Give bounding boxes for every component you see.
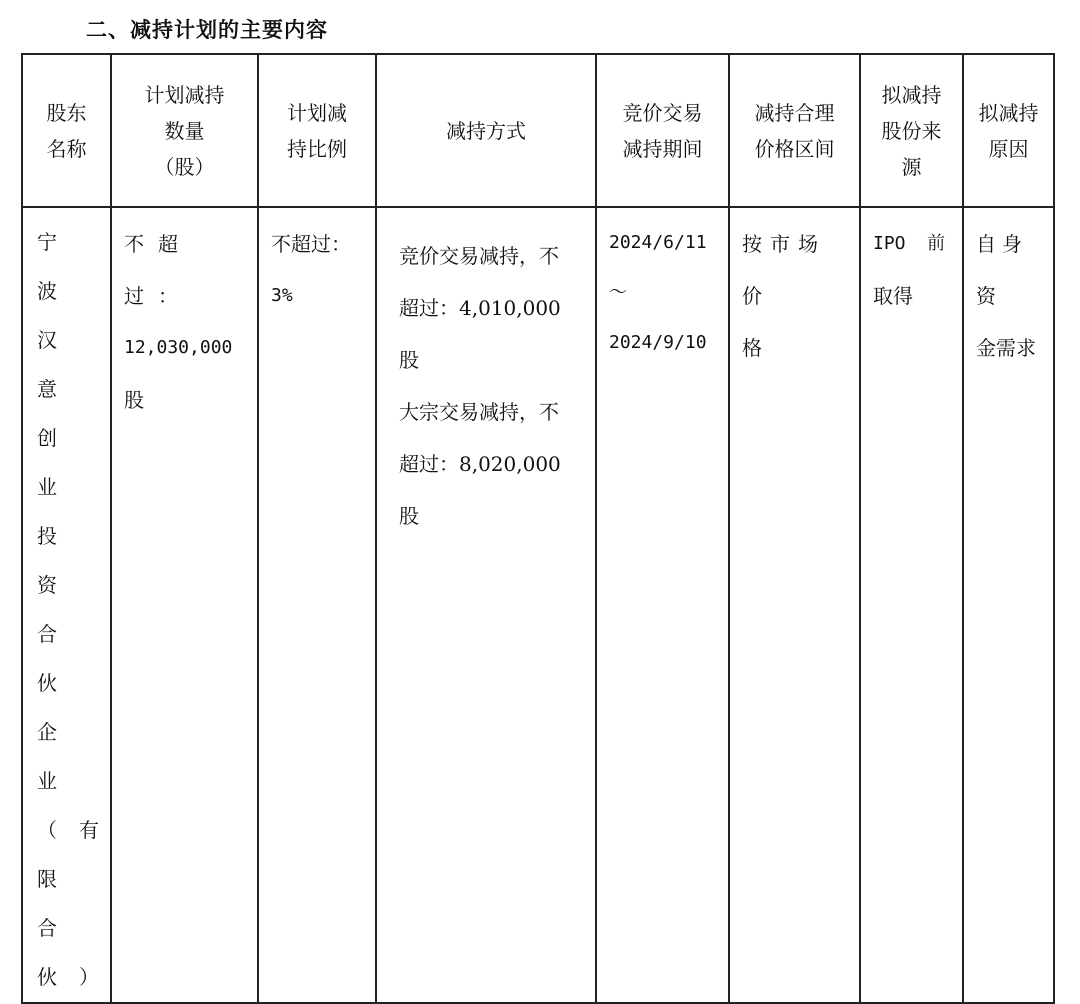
cell-line: 限合: [37, 867, 79, 940]
header-line: 价格区间: [754, 136, 835, 161]
cell-line: 股: [124, 388, 144, 412]
cell-line: 超过：4,010,000 股: [399, 296, 561, 372]
header-line: （股）: [154, 154, 215, 179]
header-method: [376, 54, 596, 207]
header-shareholder-name: [22, 54, 111, 207]
cell-line: 创业: [37, 426, 79, 499]
header-line: 减持期间: [622, 136, 703, 161]
header-line: 竞价交易: [622, 100, 703, 125]
header-line: 源: [901, 154, 922, 179]
cell-planned-quantity: [111, 207, 258, 1003]
header-reason: [963, 54, 1054, 207]
cell-line: 合伙: [37, 622, 79, 695]
section-heading: 二、减持计划的主要内容: [86, 18, 328, 42]
cell-line: （有: [37, 818, 121, 842]
cell-line: 不超过：: [124, 232, 192, 308]
cell-auction-period: [596, 207, 729, 1003]
cell-line: 2024/6/11: [609, 232, 707, 253]
cell-line: 12,030,000: [124, 337, 233, 358]
header-line: 减持方式: [446, 118, 526, 143]
cell-share-source: [860, 207, 963, 1003]
cell-line: 宁波: [37, 230, 79, 303]
header-line: 减持合理: [754, 100, 835, 125]
cell-line: 格: [742, 336, 762, 360]
cell-line: 自身资: [976, 232, 1028, 308]
cell-line: 大宗交易减持，不: [399, 400, 559, 424]
reduction-plan-table: [21, 53, 1055, 1004]
cell-method: [376, 207, 596, 1003]
cell-line: 金需求: [976, 336, 1036, 360]
header-line: 持比例: [287, 136, 347, 161]
header-line: 拟减持: [978, 100, 1039, 125]
header-planned-ratio: [258, 54, 376, 207]
cell-line: 不超过：: [271, 232, 351, 256]
cell-line: 2024/9/10: [609, 332, 707, 353]
cell-line: 取得: [873, 284, 913, 308]
cell-line: 企业: [37, 720, 79, 793]
table-header-row: [22, 54, 1054, 207]
header-price-range: [729, 54, 860, 207]
cell-shareholder-name: [22, 207, 121, 1003]
cell-reason: [963, 207, 1054, 1003]
header-planned-quantity: [111, 54, 258, 207]
header-share-source: [860, 54, 963, 207]
cell-line: IPO 前: [873, 233, 946, 254]
cell-line: ～: [609, 282, 627, 303]
cell-line: 投资: [37, 524, 79, 597]
cell-line: 超过：8,020,000 股: [399, 452, 561, 528]
cell-line: 伙）: [37, 965, 121, 989]
cell-planned-ratio: [258, 207, 376, 1003]
cell-line: 按市场价: [742, 232, 826, 308]
header-line: 数量: [164, 118, 205, 143]
cell-line: 竞价交易减持，不: [399, 244, 559, 268]
header-auction-period: [596, 54, 729, 207]
header-line: 计划减: [287, 100, 347, 125]
header-line: 股份来: [881, 118, 942, 143]
header-line: 股东: [46, 100, 87, 125]
header-line: 拟减持: [881, 82, 942, 107]
header-line: 名称: [46, 136, 87, 161]
cell-line: 汉意: [37, 328, 79, 401]
cell-price-range: [729, 207, 860, 1003]
cell-line: 3%: [271, 285, 293, 306]
header-line: 原因: [988, 136, 1029, 161]
header-line: 计划减持: [144, 82, 225, 107]
table-row: [22, 207, 1054, 1003]
